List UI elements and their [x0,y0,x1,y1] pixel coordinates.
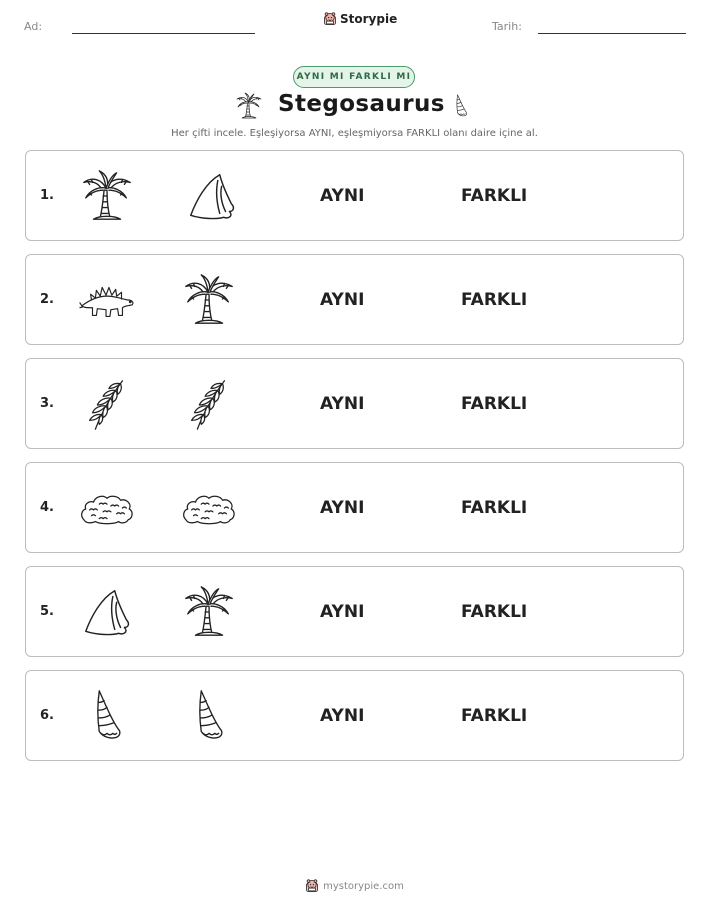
activity-badge: AYNI MI FARKLI MI [293,66,415,88]
fern-leaf-icon [180,374,238,434]
question-number: 3. [40,396,54,411]
footer-url[interactable]: mystorypie.com [323,880,404,892]
stegosaurus-icon [78,270,136,330]
horn-picture [78,686,136,746]
spike-picture [78,582,136,642]
bush-picture [180,478,238,538]
same-option[interactable]: AYNI [320,394,365,414]
date-line [538,33,686,34]
same-option[interactable]: AYNI [320,498,365,518]
bush-picture [78,478,136,538]
same-option[interactable]: AYNI [320,290,365,310]
different-option[interactable]: FARKLI [461,498,528,518]
question-number: 4. [40,500,54,515]
name-label: Ad: [24,20,43,33]
question-row [25,566,684,657]
bush-icon [180,478,238,538]
same-option[interactable]: AYNI [320,706,365,726]
question-number: 5. [40,604,54,619]
fern-leaf-picture [78,374,136,434]
question-row [25,462,684,553]
question-row [25,254,684,345]
palm-tree-icon [78,166,136,226]
storypie-mascot-icon [323,12,337,26]
spike-icon [183,166,241,226]
spike-picture [183,166,241,226]
different-option[interactable]: FARKLI [461,290,528,310]
brand-logo [323,12,397,26]
same-option[interactable]: AYNI [320,186,365,206]
instructions: Her çifti incele. Eşleşiyorsa AYNI, eşleşmiyorsa FARKLI olanı daire içine al. [171,128,538,139]
date-label: Tarih: [492,20,522,33]
horn-picture [180,686,238,746]
brand-name: Storypie [340,12,398,26]
palm-tree-icon [234,91,264,121]
horn-icon [78,686,136,746]
horn-icon [448,91,474,121]
palm-tree-picture [180,270,238,330]
same-option[interactable]: AYNI [320,602,365,622]
different-option[interactable]: FARKLI [461,394,528,414]
question-row [25,150,684,241]
question-number: 6. [40,708,54,723]
name-line [72,33,255,34]
different-option[interactable]: FARKLI [461,602,528,622]
different-option[interactable]: FARKLI [461,706,528,726]
question-number: 1. [40,188,54,203]
storypie-mascot-icon [305,879,319,893]
stegosaurus-picture [78,270,136,330]
palm-tree-icon [180,582,238,642]
page-footer [0,879,709,893]
question-row [25,670,684,761]
question-row [25,358,684,449]
worksheet-header [0,0,709,50]
horn-icon [180,686,238,746]
different-option[interactable]: FARKLI [461,186,528,206]
spike-icon [78,582,136,642]
title-row [0,90,709,126]
fern-leaf-picture [180,374,238,434]
palm-tree-picture [78,166,136,226]
page-title: Stegosaurus [278,91,445,117]
question-number: 2. [40,292,54,307]
palm-tree-picture [180,582,238,642]
bush-icon [78,478,136,538]
palm-tree-icon [180,270,238,330]
fern-leaf-icon [78,374,136,434]
